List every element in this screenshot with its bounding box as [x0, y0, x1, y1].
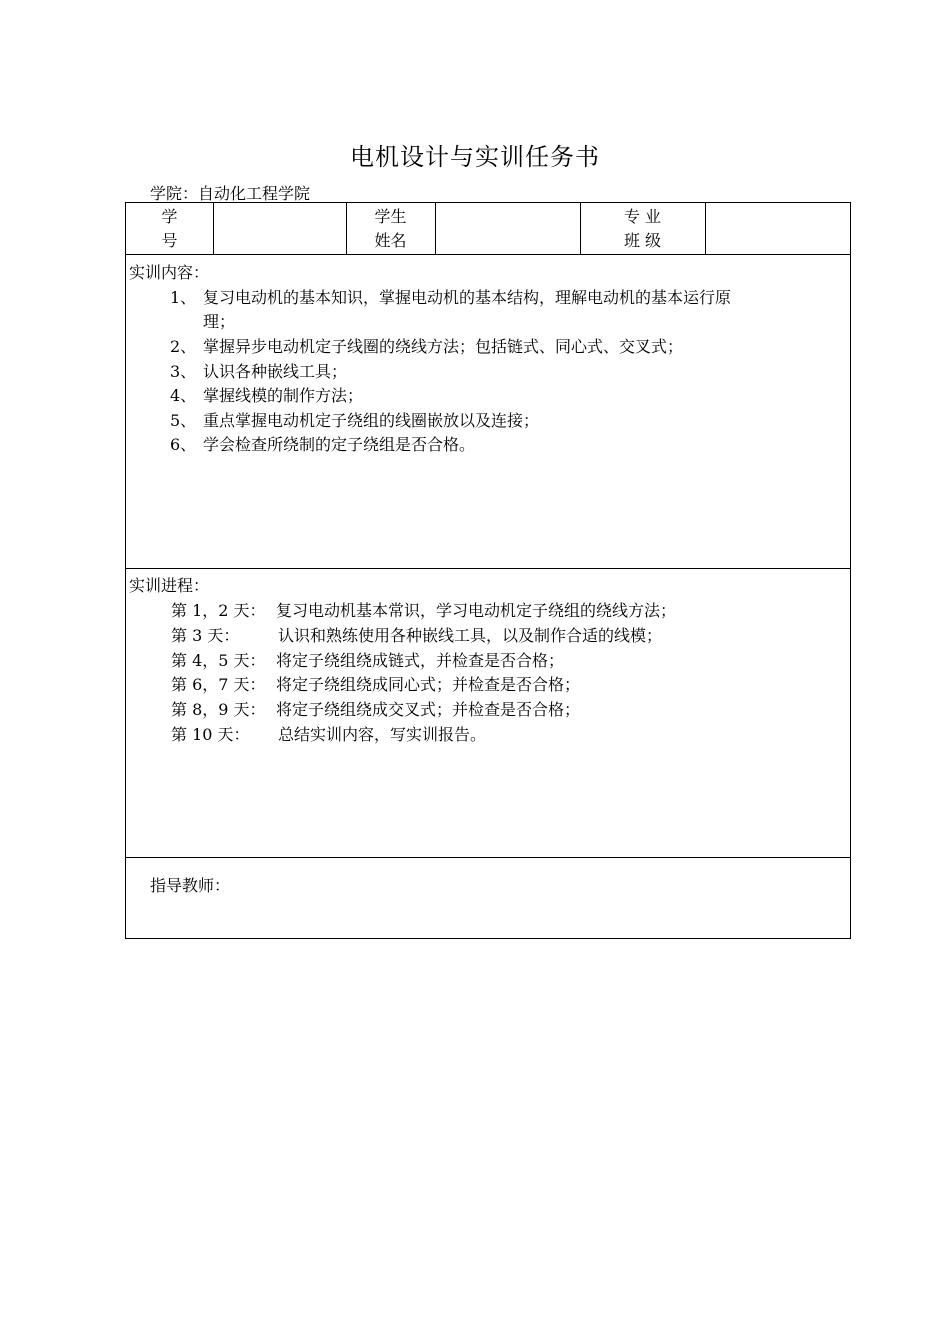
schedule-day: 第 10 天： [171, 725, 250, 744]
item-text: 复习电动机的基本知识，掌握电动机的基本结构，理解电动机的基本运行原 [203, 288, 732, 307]
item-text: 重点掌握电动机定子绕组的线圈嵌放以及连接； [203, 411, 540, 430]
schedule-day: 第 8，9 天： [171, 700, 266, 719]
training-schedule-heading: 实训进程： [129, 576, 210, 595]
schedule-desc: 将定子绕组绕成链式，并检查是否合格； [276, 651, 565, 670]
class-label-line: 班 级 [623, 231, 662, 250]
schedule-desc: 认识和熟练使用各种嵌线工具，以及制作合适的线模； [278, 626, 663, 645]
student-name-label-line1: 学生 [374, 207, 407, 226]
schedule-desc: 将定子绕组绕成交叉式；并检查是否合格； [276, 700, 581, 719]
schedule-day: 第 4，5 天： [171, 651, 266, 670]
instructor-section [126, 858, 850, 938]
item-number: 6、 [170, 435, 197, 454]
item-number: 3、 [170, 362, 197, 381]
item-text: 掌握线模的制作方法； [203, 386, 364, 405]
schedule-desc: 复习电动机基本常识，学习电动机定子绕组的绕线方法； [276, 601, 677, 620]
item-text-continuation: 理； [203, 312, 236, 331]
item-number: 2、 [170, 337, 197, 356]
document-title: 电机设计与实训任务书 [350, 143, 600, 171]
student-name-label-line2: 姓名 [374, 231, 407, 250]
schedule-desc: 将定子绕组绕成同心式；并检查是否合格； [276, 675, 581, 694]
item-text: 学会检查所绕制的定子绕组是否合格。 [203, 435, 476, 454]
major-class-label [580, 205, 705, 253]
student-name-label [346, 205, 435, 253]
schedule-day: 第 6，7 天： [171, 675, 266, 694]
student-number-field[interactable] [214, 205, 346, 253]
task-form-table [125, 202, 851, 939]
item-text: 掌握异步电动机定子线圈的绕线方法；包括链式、同心式、交叉式； [203, 337, 684, 356]
student-number-label-line1: 学 [161, 207, 178, 226]
college-line: 学院：自动化工程学院 [150, 184, 311, 203]
student-number-label-line2: 号 [161, 231, 178, 250]
training-content-section [126, 255, 850, 568]
schedule-desc: 总结实训内容，写实训报告。 [278, 725, 487, 744]
instructor-label: 指导教师： [150, 876, 231, 895]
major-label-line: 专 业 [623, 207, 662, 226]
schedule-day: 第 3 天： [171, 626, 240, 645]
item-number: 4、 [170, 386, 197, 405]
training-content-heading: 实训内容： [129, 263, 210, 282]
item-number: 1、 [170, 288, 197, 307]
student-name-field[interactable] [436, 205, 580, 253]
item-number: 5、 [170, 411, 197, 430]
training-schedule-section [126, 569, 850, 857]
schedule-day: 第 1，2 天： [171, 601, 266, 620]
major-class-field[interactable] [706, 205, 850, 253]
student-number-label [126, 205, 213, 253]
item-text: 认识各种嵌线工具； [203, 362, 348, 381]
